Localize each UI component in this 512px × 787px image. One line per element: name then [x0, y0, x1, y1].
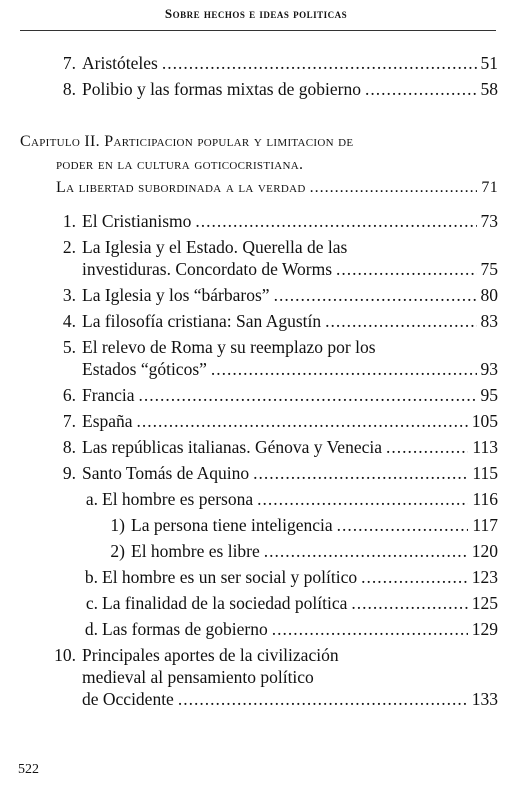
entry-title: Estados “góticos” [82, 359, 207, 379]
entry-page: 80 [480, 285, 498, 305]
entry-page: 115 [472, 463, 498, 483]
entry-title-line1 [54, 644, 339, 666]
entry-page: 133 [471, 689, 498, 709]
toc-entry [62, 78, 498, 100]
toc-entry [62, 52, 498, 74]
toc-entry [62, 384, 498, 406]
dot-leader [361, 566, 468, 588]
entry-title-line1 [62, 236, 348, 258]
entry-number: 2) [110, 541, 125, 561]
dot-leader [310, 177, 478, 199]
dot-leader [336, 258, 476, 280]
entry-number: c. [85, 593, 98, 613]
dot-leader [253, 462, 468, 484]
entry-number: 7. [62, 53, 76, 73]
toc-entry [62, 310, 498, 332]
toc-subentry [85, 488, 498, 510]
entry-title: Las formas de gobierno [102, 619, 268, 639]
entry-title: Aristóteles [82, 53, 158, 73]
toc-entry [62, 410, 498, 432]
entry-number: 9. [62, 463, 76, 483]
entry-number: a. [85, 489, 98, 509]
running-header: Sobre hechos e ideas politicas [164, 6, 348, 21]
dot-leader [162, 52, 477, 74]
entry-page: 95 [480, 385, 498, 405]
chapter-page: 71 [481, 179, 498, 196]
entry-number: 7. [62, 411, 76, 431]
header-rule [20, 30, 496, 31]
dot-leader [257, 488, 468, 510]
entry-title: Las repúblicas italianas. Génova y Venecia [82, 437, 382, 457]
entry-title: Principales aportes de la civilización [82, 645, 339, 665]
toc-entry [62, 462, 498, 484]
page-number: 522 [18, 762, 39, 777]
entry-number: 2. [62, 237, 76, 257]
entry-number: 5. [62, 337, 76, 357]
entry-number: 3. [62, 285, 76, 305]
entry-page: 120 [471, 541, 498, 561]
entry-title: La filosofía cristiana: San Agustín [82, 311, 322, 331]
entry-number: 4. [62, 311, 76, 331]
dot-leader [386, 436, 468, 458]
chapter-subtitle: La libertad subordinada a la verdad [56, 179, 306, 196]
chapter-heading-line3 [56, 177, 498, 199]
entry-number: 10. [54, 645, 76, 665]
entry-title: El relevo de Roma y su reemplazo por los [82, 337, 376, 357]
entry-page: 73 [480, 211, 498, 231]
chapter-heading-line2: poder en la cultura goticocristiana. [56, 156, 304, 173]
dot-leader [178, 688, 468, 710]
entry-page: 75 [480, 259, 498, 279]
entry-page: 83 [480, 311, 498, 331]
dot-leader [137, 410, 468, 432]
entry-title: La finalidad de la sociedad política [102, 593, 348, 613]
entry-title: La Iglesia y los “bárbaros” [82, 285, 270, 305]
entry-title: Francia [82, 385, 135, 405]
entry-page: 113 [472, 437, 498, 457]
dot-leader [138, 384, 476, 406]
dot-leader [264, 540, 468, 562]
entry-page: 51 [480, 53, 498, 73]
entry-number: 1) [110, 515, 125, 535]
entry-page: 117 [472, 515, 498, 535]
dot-leader [195, 210, 476, 232]
entry-title: El hombre es libre [131, 541, 260, 561]
entry-page: 125 [471, 593, 498, 613]
entry-number: 6. [62, 385, 76, 405]
entry-title: La Iglesia y el Estado. Querella de las [82, 237, 348, 257]
toc-subsubentry [110, 514, 498, 536]
entry-number: b. [84, 567, 98, 587]
entry-number: 1. [62, 211, 76, 231]
dot-leader [325, 310, 476, 332]
entry-title: La persona tiene inteligencia [131, 515, 333, 535]
toc-entry [62, 436, 498, 458]
entry-title: investiduras. Concordato de Worms [82, 259, 333, 279]
entry-page: 123 [471, 567, 498, 587]
toc-entry [82, 358, 498, 380]
entry-title: El hombre es persona [102, 489, 254, 509]
dot-leader [211, 358, 477, 380]
entry-title-line1 [62, 336, 376, 358]
chapter-heading-line1: Capitulo II. Participacion popular y limitacion de [20, 133, 354, 150]
entry-title: de Occidente [82, 689, 174, 709]
dot-leader [337, 514, 469, 536]
toc-subsubentry [110, 540, 498, 562]
toc-entry [82, 688, 498, 710]
toc-subentry [84, 618, 498, 640]
toc-entry [82, 258, 498, 280]
entry-title: El Cristianismo [82, 211, 192, 231]
entry-number: d. [84, 619, 98, 639]
dot-leader [272, 618, 468, 640]
toc-subentry [84, 566, 498, 588]
entry-page: 116 [472, 489, 498, 509]
entry-title: El hombre es un ser social y político [102, 567, 358, 587]
entry-title: España [82, 411, 133, 431]
entry-page: 58 [480, 79, 498, 99]
dot-leader [365, 78, 477, 100]
toc-entry [62, 210, 498, 232]
entry-title-line2 [82, 666, 314, 688]
dot-leader [351, 592, 467, 614]
entry-title: Polibio y las formas mixtas de gobierno [82, 79, 361, 99]
entry-title: medieval al pensamiento político [82, 667, 314, 687]
entry-page: 105 [471, 411, 498, 431]
toc-entry [62, 284, 498, 306]
entry-number: 8. [62, 437, 76, 457]
toc-subentry [85, 592, 498, 614]
entry-page: 93 [480, 359, 498, 379]
dot-leader [274, 284, 477, 306]
entry-number: 8. [62, 79, 76, 99]
entry-title: Santo Tomás de Aquino [82, 463, 250, 483]
entry-page: 129 [471, 619, 498, 639]
